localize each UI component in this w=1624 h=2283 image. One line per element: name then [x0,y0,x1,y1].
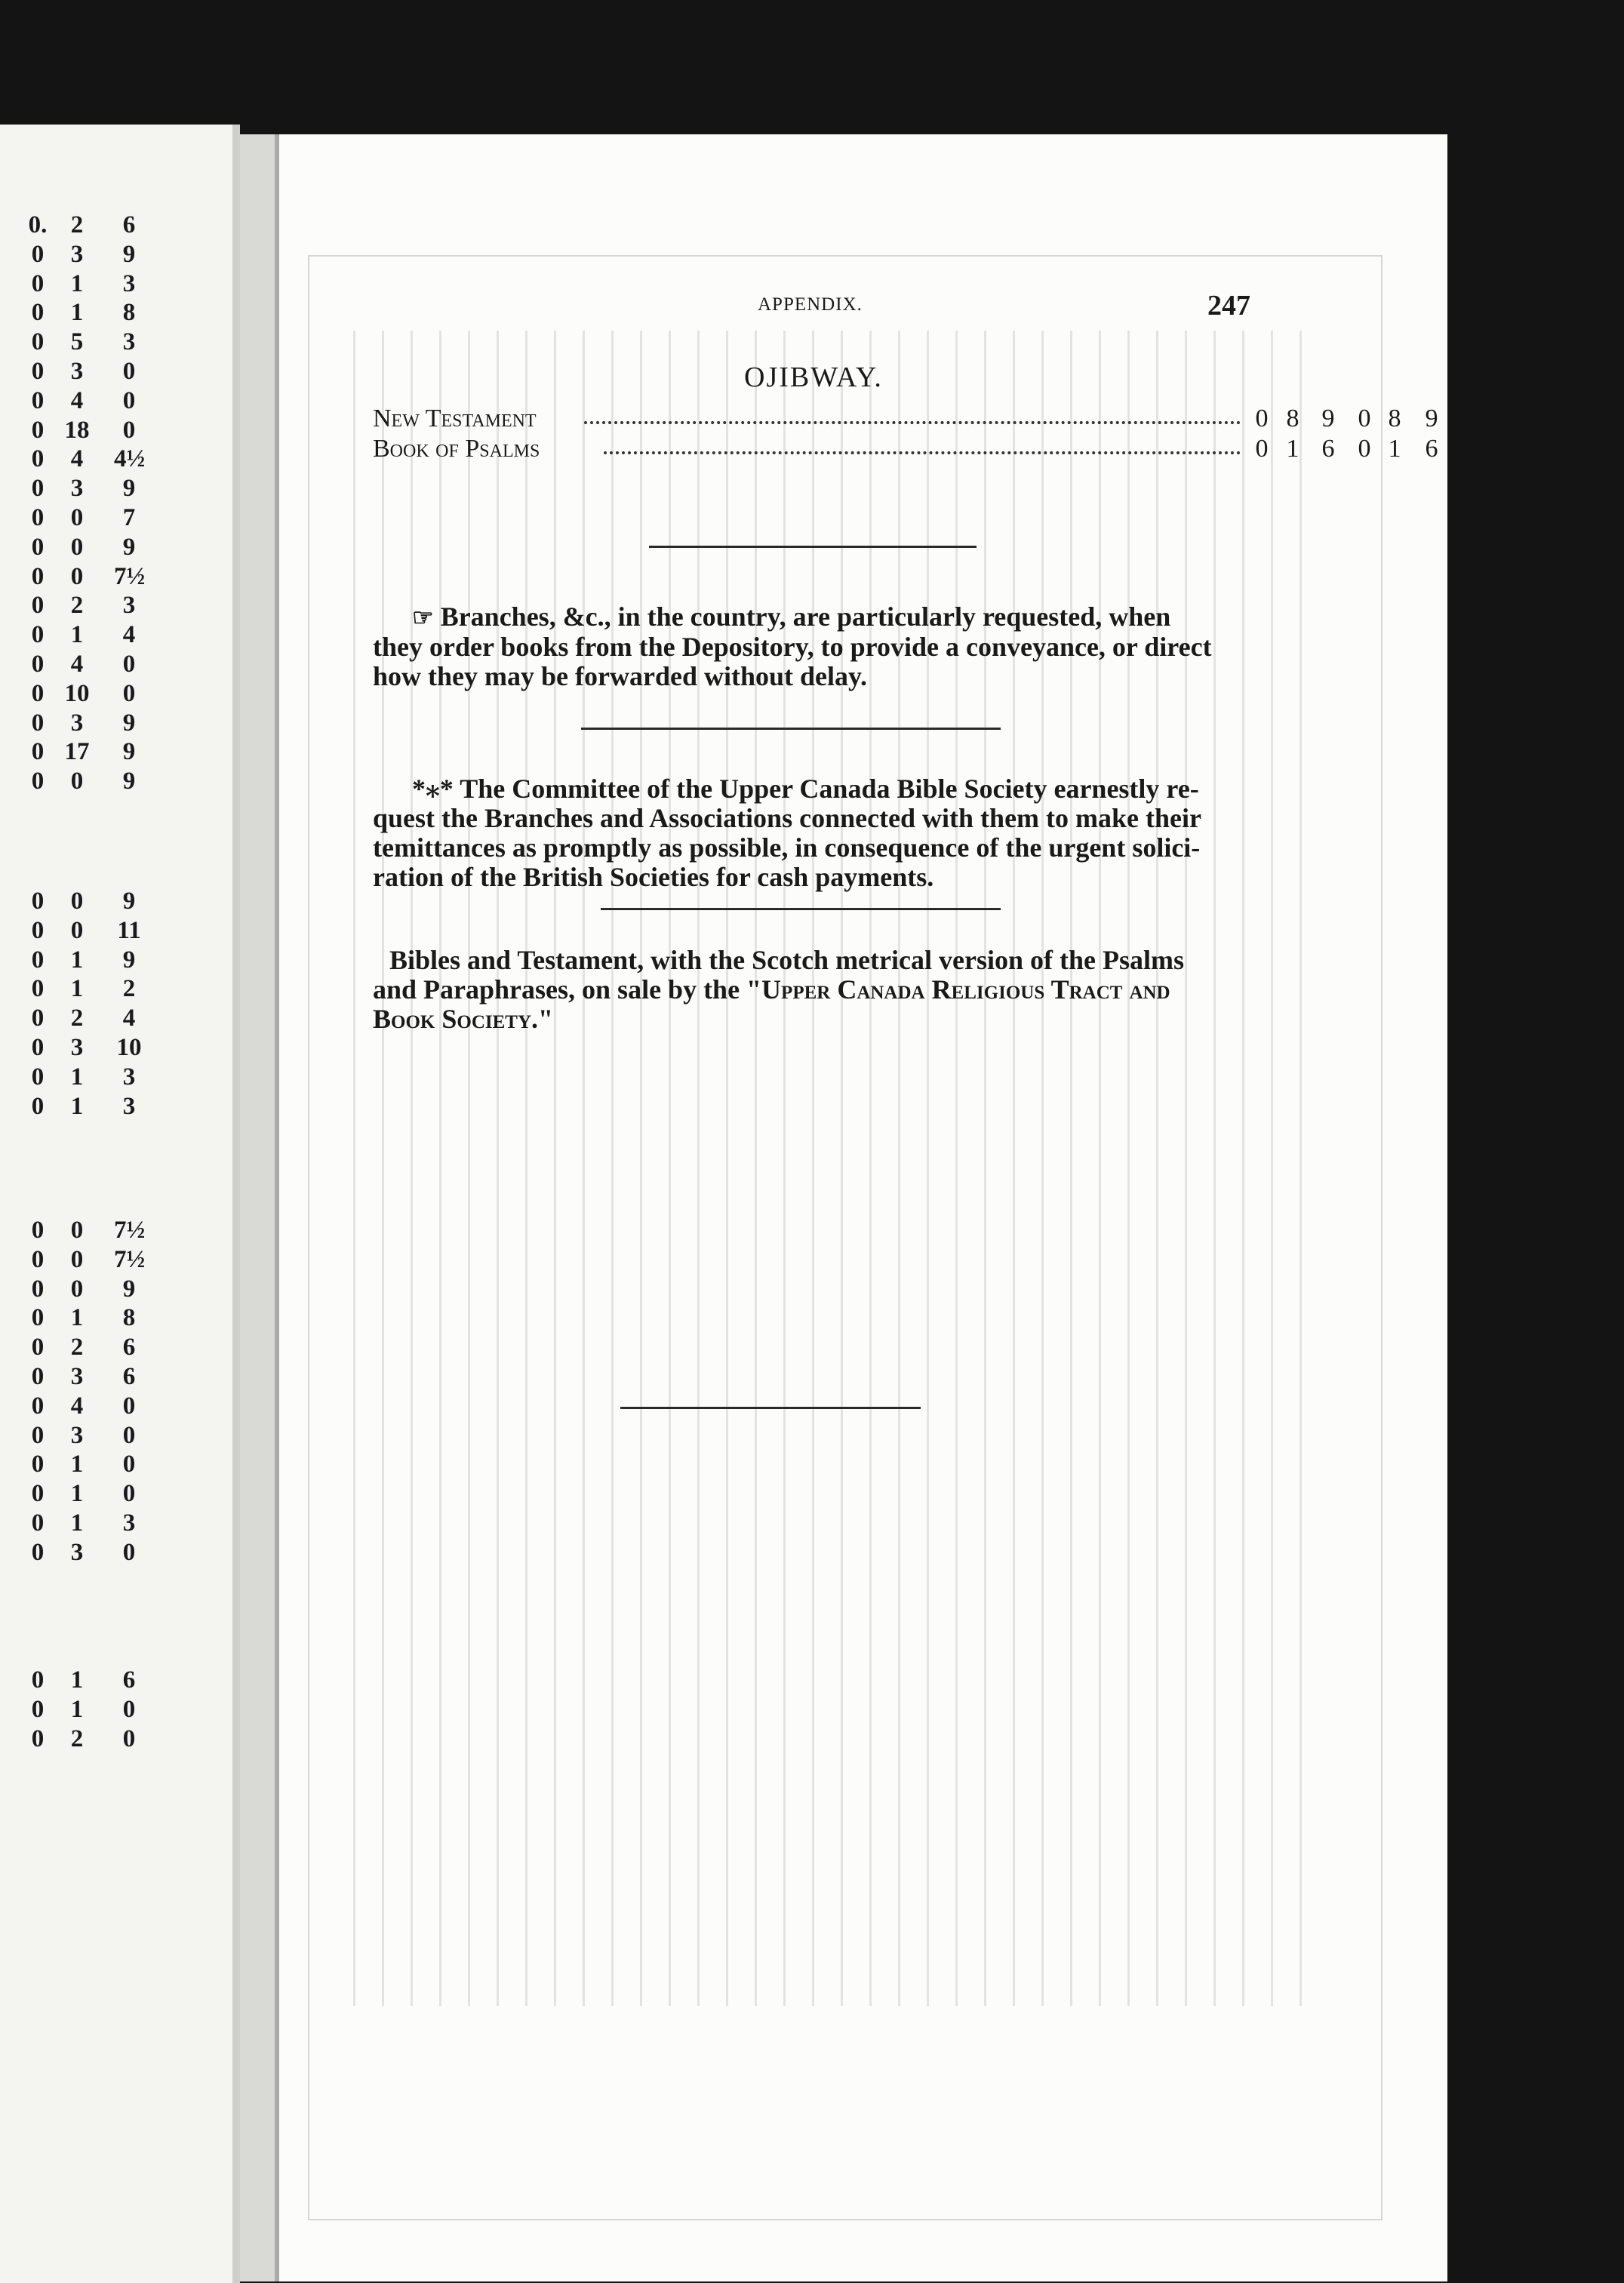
price-value: 1 [1286,435,1300,463]
shillings-value: 18 [64,417,90,444]
pounds-value: 0 [31,1509,45,1537]
pounds-value: 0 [31,680,45,707]
shillings-value: 0 [70,917,84,944]
pence-value: 9 [122,709,136,737]
shillings-value: 0 [70,888,84,915]
society-name: Upper Canada Religious Tract and [761,974,1170,1005]
amount-row [0,1034,226,1064]
pounds-value: 0 [31,1422,45,1449]
pounds-value: 0 [31,1304,45,1331]
shillings-value: 1 [70,1093,84,1120]
amount-row [0,241,226,271]
amount-row [0,1005,226,1035]
shillings-value: 0 [70,1246,84,1273]
pence-value: 6 [122,1334,136,1361]
amount-row [0,709,226,740]
pence-value: 9 [122,738,136,765]
pence-value: 7½ [114,563,146,590]
pounds-value: 0 [31,1005,45,1032]
pence-value: 9 [122,946,136,974]
pounds-value: 0 [31,768,45,795]
amount-row [0,651,226,681]
pounds-value: 0 [31,1392,45,1420]
shillings-value: 4 [70,387,84,414]
amount-row [0,270,226,300]
amount-row [0,358,226,388]
section-title: OJIBWAY. [744,362,883,393]
page-edge [232,125,240,2283]
amount-row [0,1451,226,1481]
amount-row [0,1509,226,1540]
shillings-value: 3 [70,1363,84,1390]
pounds-value: 0 [31,621,45,648]
pounds-value: 0 [31,1725,45,1752]
pence-value: 9 [122,241,136,268]
amount-row [0,1422,226,1452]
pounds-value: 0 [31,1246,45,1273]
notice-bibles [373,946,1497,1034]
pence-value: 0 [122,1392,136,1420]
price-row [373,405,1438,435]
amount-row [0,946,226,977]
running-title: APPENDIX. [758,294,863,315]
pounds-value: 0 [31,1093,45,1120]
pence-value: 0 [122,417,136,444]
pence-value: 0 [122,358,136,385]
binding-gutter [240,134,275,2281]
amount-row [0,1275,226,1306]
leader-dots [604,451,1241,454]
pounds-value: 0 [31,1363,45,1390]
pence-value: 10 [116,1034,142,1061]
pounds-value: 0 [31,270,45,297]
amount-row [0,621,226,651]
price-row [373,435,1438,465]
pence-value: 3 [122,592,136,619]
pence-value: 2 [122,975,136,1002]
pence-value: 3 [122,1509,136,1537]
pounds-value: 0 [31,651,45,678]
amount-row [0,1063,226,1094]
shillings-value: 10 [64,680,90,707]
pounds-value: 0 [31,241,45,268]
amount-row [0,387,226,417]
amount-row [0,592,226,622]
price-value: 1 [1388,435,1401,463]
shillings-value: 4 [70,445,84,472]
pence-value: 3 [122,1063,136,1091]
pence-value: 0 [122,680,136,707]
left-page [0,125,240,2283]
shillings-value: 1 [70,1304,84,1331]
shillings-value: 2 [70,1725,84,1752]
pounds-value: 0. [28,211,48,238]
amount-row [0,888,226,918]
divider-rule [581,728,1001,730]
pence-value: 4½ [114,445,146,472]
shillings-value: 3 [70,475,84,502]
pounds-value: 0 [31,917,45,944]
pence-value: 8 [122,299,136,326]
amount-row [0,211,226,242]
pounds-value: 0 [31,1034,45,1061]
notice-line: The Committee of the Upper Canada Bible Society earnestly re- [460,774,1199,804]
pence-value: 3 [122,1093,136,1120]
shillings-value: 1 [70,946,84,974]
pounds-value: 0 [31,1334,45,1361]
pounds-value: 0 [31,738,45,765]
amount-row [0,475,226,505]
pounds-value: 0 [31,888,45,915]
pointing-hand-icon: ☞ [412,604,434,631]
amount-row [0,738,226,768]
shillings-value: 5 [70,328,84,355]
shillings-value: 2 [70,1005,84,1032]
notice-line: temittances as promptly as possible, in consequence of the urgent solici- [373,832,1201,863]
shillings-value: 1 [70,1509,84,1537]
shillings-value: 4 [70,651,84,678]
amount-row [0,680,226,710]
pounds-value: 0 [31,1063,45,1091]
pence-value: 9 [122,768,136,795]
amount-row [0,328,226,358]
shillings-value: 1 [70,621,84,648]
page-number: 247 [1207,290,1250,322]
pence-value: 0 [122,1725,136,1752]
pounds-value: 0 [31,445,45,472]
price-value: 6 [1425,435,1438,463]
shillings-value: 0 [70,563,84,590]
asterism-mark: *⁎* [412,774,454,804]
amount-row [0,1480,226,1510]
amount-row [0,1696,226,1726]
amount-row [0,917,226,947]
notice-committee [373,774,1497,892]
pounds-value: 0 [31,1666,45,1694]
amount-row [0,1334,226,1364]
pence-value: 6 [122,1363,136,1390]
amount-row [0,504,226,534]
pence-value: 0 [122,651,136,678]
amount-row [0,1304,226,1334]
notice-line: ration of the British Societies for cash payments. [373,862,934,892]
pounds-value: 0 [31,358,45,385]
shillings-value: 4 [70,1392,84,1420]
pounds-value: 0 [31,563,45,590]
pence-value: 0 [122,1696,136,1723]
price-value: 0 [1255,405,1269,432]
pence-value: 3 [122,328,136,355]
shillings-value: 3 [70,709,84,737]
price-value: 9 [1321,405,1335,432]
price-value: 0 [1358,435,1371,463]
pence-value: 0 [122,1451,136,1478]
pounds-value: 0 [31,709,45,737]
pence-value: 7 [122,504,136,531]
pence-value: 9 [122,1275,136,1303]
pounds-value: 0 [31,1275,45,1303]
amount-row [0,534,226,564]
pence-value: 0 [122,1422,136,1449]
amount-row [0,975,226,1005]
pounds-value: 0 [31,417,45,444]
pence-value: 9 [122,888,136,915]
pence-value: 4 [122,621,136,648]
price-label: Book of Psalms [373,435,540,463]
amount-row [0,299,226,329]
price-value: 9 [1425,405,1438,432]
pence-value: 7½ [114,1217,146,1244]
pence-value: 3 [122,270,136,297]
shillings-value: 1 [70,1451,84,1478]
shillings-value: 0 [70,534,84,561]
amount-row [0,1539,226,1569]
binding-shadow [275,134,279,2281]
shillings-value: 1 [70,1480,84,1507]
shillings-value: 0 [70,1217,84,1244]
amount-row [0,1093,226,1123]
notice-line: Book Society." [373,1004,553,1034]
notice-line: Branches, &c., in the country, are particularly requested, when [440,602,1171,632]
pounds-value: 0 [31,1451,45,1478]
notice-line: how they may be forwarded without delay. [373,661,867,691]
price-value: 0 [1358,405,1371,432]
pounds-value: 0 [31,475,45,502]
amount-row [0,417,226,447]
pounds-value: 0 [31,1217,45,1244]
pence-value: 9 [122,475,136,502]
divider-rule [649,546,977,548]
shillings-value: 1 [70,270,84,297]
amount-row [0,445,226,475]
pounds-value: 0 [31,975,45,1002]
pence-value: 6 [122,1666,136,1694]
divider-rule [620,1407,921,1409]
pence-value: 9 [122,534,136,561]
amount-row [0,1217,226,1247]
amount-row [0,1725,226,1755]
shillings-value: 0 [70,1275,84,1303]
shillings-value: 1 [70,1666,84,1694]
pounds-value: 0 [31,504,45,531]
amount-row [0,768,226,798]
pounds-value: 0 [31,1539,45,1566]
show-through [353,331,1304,2006]
price-value: 6 [1321,435,1335,463]
shillings-value: 2 [70,211,84,238]
pounds-value: 0 [31,328,45,355]
amount-row [0,1666,226,1697]
pence-value: 11 [117,917,141,944]
shillings-value: 1 [70,299,84,326]
pence-value: 7½ [114,1246,146,1273]
notice-line: Bibles and Testament, with the Scotch metrical version of the Psalms [389,945,1184,975]
notice-line: quest the Branches and Associations connected with them to make their [373,803,1201,833]
amount-row [0,1363,226,1393]
pounds-value: 0 [31,946,45,974]
pounds-value: 0 [31,299,45,326]
shillings-value: 3 [70,1422,84,1449]
price-label: New Testament [373,405,537,432]
shillings-value: 0 [70,504,84,531]
pounds-value: 0 [31,534,45,561]
shillings-value: 3 [70,1034,84,1061]
shillings-value: 3 [70,1539,84,1566]
notice-line: and Paraphrases, on sale by the " [373,974,762,1005]
pence-value: 6 [122,211,136,238]
amount-row [0,563,226,593]
amount-row [0,1246,226,1276]
notice-line: they order books from the Depository, to provide a conveyance, or direct [373,632,1212,662]
shillings-value: 2 [70,1334,84,1361]
pence-value: 0 [122,387,136,414]
pounds-value: 0 [31,592,45,619]
pounds-value: 0 [31,387,45,414]
shillings-value: 0 [70,768,84,795]
shillings-value: 17 [64,738,90,765]
price-value: 8 [1388,405,1401,432]
pounds-value: 0 [31,1480,45,1507]
pence-value: 4 [122,1005,136,1032]
shillings-value: 1 [70,1696,84,1723]
pence-value: 0 [122,1539,136,1566]
shillings-value: 3 [70,241,84,268]
shillings-value: 3 [70,358,84,385]
divider-rule [601,908,1001,910]
main-page [240,134,1447,2281]
price-value: 0 [1255,435,1269,463]
pence-value: 0 [122,1480,136,1507]
price-value: 8 [1286,405,1300,432]
amount-row [0,1392,226,1423]
pounds-value: 0 [31,1696,45,1723]
shillings-value: 1 [70,1063,84,1091]
notice-branches [373,602,1497,691]
pence-value: 8 [122,1304,136,1331]
shillings-value: 1 [70,975,84,1002]
leader-dots [584,421,1241,424]
shillings-value: 2 [70,592,84,619]
